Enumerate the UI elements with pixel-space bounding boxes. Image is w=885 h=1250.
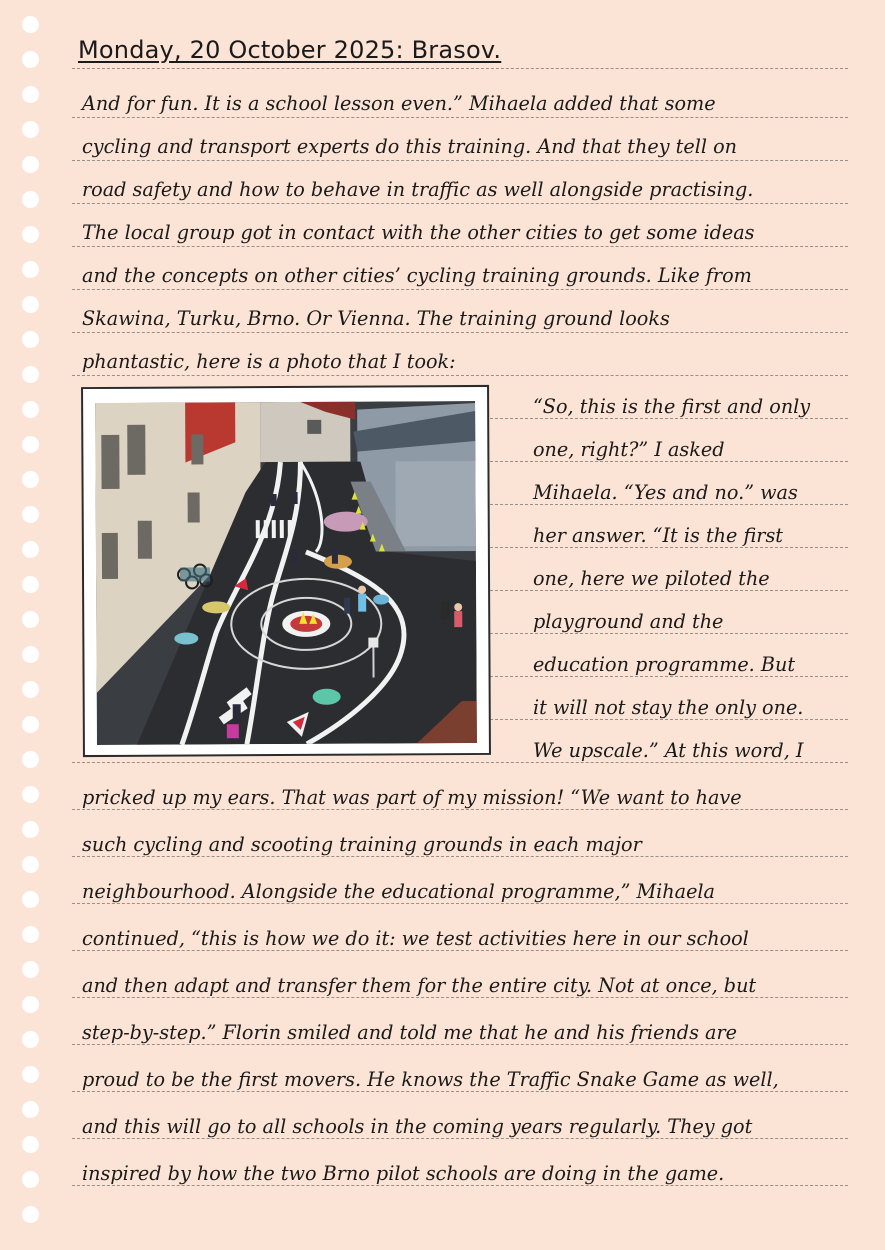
- text-line: cycling and transport experts do this training. And that they tell on: [82, 135, 738, 158]
- binder-hole: [22, 681, 39, 698]
- binder-hole: [22, 1136, 39, 1153]
- ruled-line: [72, 1091, 848, 1092]
- binder-hole: [22, 401, 39, 418]
- text-line: And for fun. It is a school lesson even.” Mihaela added that some: [82, 92, 716, 115]
- ruled-line: [72, 856, 848, 857]
- text-line: We upscale.” At this word, I: [533, 739, 804, 762]
- binder-hole: [22, 86, 39, 103]
- training-ground-photo: [95, 401, 477, 745]
- binder-hole: [22, 191, 39, 208]
- binder-hole: [22, 261, 39, 278]
- binder-hole: [22, 1171, 39, 1188]
- photo-frame: [81, 385, 491, 757]
- text-line: road safety and how to behave in traffic as well alongside practising.: [82, 178, 754, 201]
- text-line: and the concepts on other cities’ cycling training grounds. Like from: [82, 264, 752, 287]
- binder-hole: [22, 156, 39, 173]
- ruled-line: [72, 1185, 848, 1186]
- ruled-line: [72, 809, 848, 810]
- binder-hole: [22, 646, 39, 663]
- binder-hole: [22, 926, 39, 943]
- binder-hole: [22, 471, 39, 488]
- binder-hole: [22, 506, 39, 523]
- binder-hole: [22, 611, 39, 628]
- text-line: “So, this is the first and only: [533, 395, 811, 418]
- binder-hole: [22, 786, 39, 803]
- ruled-line: [72, 246, 848, 247]
- binder-hole: [22, 961, 39, 978]
- binder-holes: [22, 14, 40, 1244]
- text-line: and then adapt and transfer them for the entire city. Not at once, but: [82, 974, 757, 997]
- ruled-line: [72, 1138, 848, 1139]
- binder-hole: [22, 296, 39, 313]
- ruled-line: [72, 1044, 848, 1045]
- binder-hole: [22, 366, 39, 383]
- binder-hole: [22, 121, 39, 138]
- text-line: it will not stay the only one.: [533, 696, 804, 719]
- text-line: continued, “this is how we do it: we test activities here in our school: [82, 927, 749, 950]
- ruled-line: [72, 203, 848, 204]
- ruled-line: [72, 332, 848, 333]
- binder-hole: [22, 996, 39, 1013]
- binder-hole: [22, 16, 39, 33]
- binder-hole: [22, 716, 39, 733]
- ruled-line: [490, 504, 848, 505]
- text-line: pricked up my ears. That was part of my mission! “We want to have: [82, 786, 742, 809]
- ruled-line: [72, 762, 848, 763]
- text-line: Skawina, Turku, Brno. Or Vienna. The training ground looks: [82, 307, 670, 330]
- ruled-line: [72, 903, 848, 904]
- binder-hole: [22, 1101, 39, 1118]
- page-title: Monday, 20 October 2025: Brasov.: [78, 36, 502, 64]
- binder-hole: [22, 751, 39, 768]
- binder-hole: [22, 821, 39, 838]
- binder-hole: [22, 856, 39, 873]
- binder-hole: [22, 51, 39, 68]
- ruled-line: [490, 418, 848, 419]
- text-line: her answer. “It is the first: [533, 524, 783, 547]
- ruled-line: [72, 68, 848, 69]
- binder-hole: [22, 541, 39, 558]
- ruled-line: [490, 676, 848, 677]
- ruled-line: [490, 633, 848, 634]
- text-line: inspired by how the two Brno pilot schools are doing in the game.: [82, 1162, 725, 1185]
- binder-hole: [22, 1206, 39, 1223]
- text-line: one, right?” I asked: [533, 438, 725, 461]
- text-line: neighbourhood. Alongside the educational programme,” Mihaela: [82, 880, 716, 903]
- binder-hole: [22, 891, 39, 908]
- text-line: The local group got in contact with the other cities to get some ideas: [82, 221, 755, 244]
- ruled-line: [72, 117, 848, 118]
- text-line: such cycling and scooting training grounds in each major: [82, 833, 642, 856]
- ruled-line: [72, 375, 848, 376]
- text-line: education programme. But: [533, 653, 796, 676]
- binder-hole: [22, 1066, 39, 1083]
- text-line: proud to be the first movers. He knows the Traffic Snake Game as well,: [82, 1068, 779, 1091]
- ruled-line: [490, 590, 848, 591]
- binder-hole: [22, 226, 39, 243]
- text-line: and this will go to all schools in the coming years regularly. They got: [82, 1115, 753, 1138]
- ruled-line: [490, 547, 848, 548]
- ruled-line: [490, 461, 848, 462]
- ruled-line: [490, 719, 848, 720]
- text-line: playground and the: [533, 610, 724, 633]
- text-line: one, here we piloted the: [533, 567, 770, 590]
- ruled-line: [72, 160, 848, 161]
- ruled-line: [72, 997, 848, 998]
- binder-hole: [22, 1031, 39, 1048]
- text-line: step-by-step.” Florin smiled and told me that he and his friends are: [82, 1021, 737, 1044]
- ruled-line: [72, 950, 848, 951]
- binder-hole: [22, 331, 39, 348]
- text-line: phantastic, here is a photo that I took:: [82, 350, 456, 373]
- binder-hole: [22, 436, 39, 453]
- text-line: Mihaela. “Yes and no.” was: [533, 481, 798, 504]
- ruled-line: [72, 289, 848, 290]
- binder-hole: [22, 576, 39, 593]
